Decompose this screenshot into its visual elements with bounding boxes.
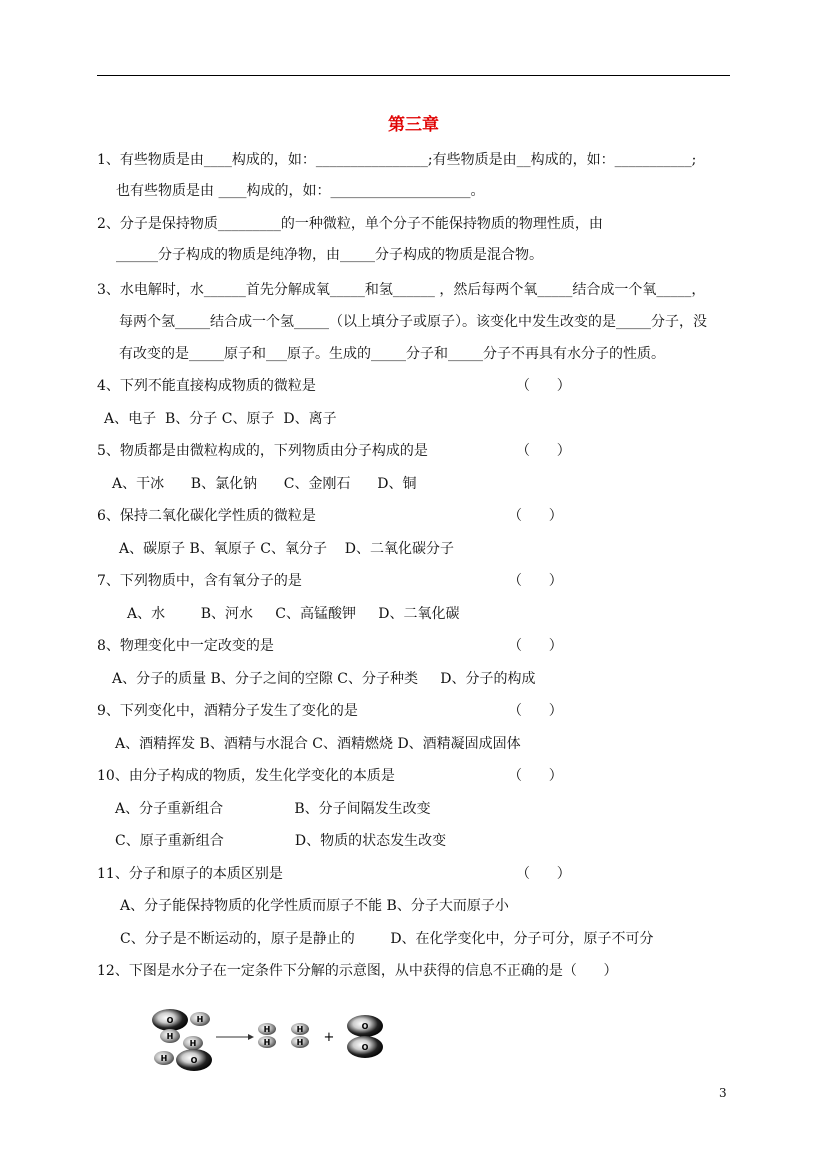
question-options: A、干冰 B、氯化钠 C、金刚石 D、铜 [112, 476, 417, 492]
question-options: A、分子能保持物质的化学性质而原子不能 B、分子大而原子小 [120, 898, 509, 914]
svg-text:H: H [263, 1025, 271, 1034]
question-stem: 12、下图是水分子在一定条件下分解的示意图，从中获得的信息不正确的是（ ） [97, 963, 618, 979]
question-options: C、原子重新组合 D、物质的状态发生改变 [115, 833, 447, 849]
answer-paren: （ ） [508, 768, 563, 784]
answer-paren: （ ） [516, 378, 571, 394]
svg-text:H: H [296, 1038, 304, 1047]
answer-paren: （ ） [508, 638, 563, 654]
water-molecule [152, 1009, 210, 1043]
svg-text:H: H [189, 1039, 197, 1048]
svg-text:O: O [361, 1043, 369, 1052]
question-stem: 5、物质都是由微粒构成的，下列物质由分子构成的是 [97, 443, 428, 459]
question-options: C、分子是不断运动的，原子是静止的 D、在化学变化中，分子可分，原子不可分 [120, 931, 654, 947]
question-stem: 10、由分子构成的物质，发生化学变化的本质是 [97, 768, 395, 784]
question-options: A、分子重新组合 B、分子间隔发生改变 [115, 801, 431, 817]
question-line: 2、分子是保持物质_________的一种微粒，单个分子不能保持物质的物理性质，由 [97, 216, 603, 232]
plus-sign: + [323, 1030, 335, 1045]
question-line: ______分子构成的物质是纯净物，由_____分子构成的物质是混合物。 [116, 247, 543, 263]
question-stem: 7、下列物质中，含有氧分子的是 [97, 573, 302, 589]
answer-paren: （ ） [508, 703, 563, 719]
water-decomposition-figure [148, 1008, 388, 1074]
question-line: 也有些物质是由 ____构成的，如：____________________。 [116, 183, 485, 199]
hydrogen-molecules [258, 1023, 309, 1048]
header-rule [97, 75, 730, 76]
svg-text:O: O [166, 1016, 174, 1025]
svg-text:H: H [166, 1032, 174, 1041]
question-options: A、分子的质量 B、分子之间的空隙 C、分子种类 D、分子的构成 [112, 671, 536, 687]
question-stem: 8、物理变化中一定改变的是 [97, 638, 274, 654]
svg-text:O: O [190, 1056, 198, 1065]
question-options: A、电子 B、分子 C、原子 D、离子 [104, 411, 337, 427]
question-stem: 11、分子和原子的本质区别是 [97, 866, 283, 882]
answer-paren: （ ） [508, 573, 563, 589]
page-number: 3 [719, 1086, 727, 1100]
svg-text:O: O [361, 1022, 369, 1031]
question-stem: 9、下列变化中，酒精分子发生了变化的是 [97, 703, 358, 719]
oxygen-molecule [347, 1015, 383, 1058]
svg-text:H: H [196, 1015, 204, 1024]
question-line: 有改变的是_____原子和___原子。生成的_____分子和_____分子不再具有水分子的性质。 [119, 346, 665, 362]
answer-paren: （ ） [516, 866, 571, 882]
answer-paren: （ ） [508, 508, 563, 524]
question-line: 每两个氢_____结合成一个氢_____（以上填分子或原子）。该变化中发生改变的是_____分子，没 [119, 314, 707, 330]
water-molecule [154, 1036, 212, 1071]
question-options: A、酒精挥发 B、酒精与水混合 C、酒精燃烧 D、酒精凝固成固体 [115, 736, 521, 752]
question-options: A、水 B、河水 C、高锰酸钾 D、二氧化碳 [127, 606, 460, 622]
question-line: 3、水电解时，水______首先分解成氧_____和氢______ ，然后每两个氧_____结合成一个氧_____， [97, 282, 706, 298]
question-options: A、碳原子 B、氧原子 C、氧分子 D、二氧化碳分子 [119, 541, 455, 557]
chapter-title: 第三章 [388, 115, 439, 135]
svg-text:H: H [296, 1025, 304, 1034]
answer-paren: （ ） [516, 443, 571, 459]
question-stem: 6、保持二氧化碳化学性质的微粒是 [97, 508, 316, 524]
question-stem: 4、下列不能直接构成物质的微粒是 [97, 378, 316, 394]
svg-text:H: H [160, 1054, 168, 1063]
svg-text:H: H [263, 1038, 271, 1047]
reaction-arrow [216, 1034, 254, 1040]
question-line: 1、有些物质是由____构成的，如：________________;有些物质是由__构成的，如：___________; [97, 152, 697, 168]
